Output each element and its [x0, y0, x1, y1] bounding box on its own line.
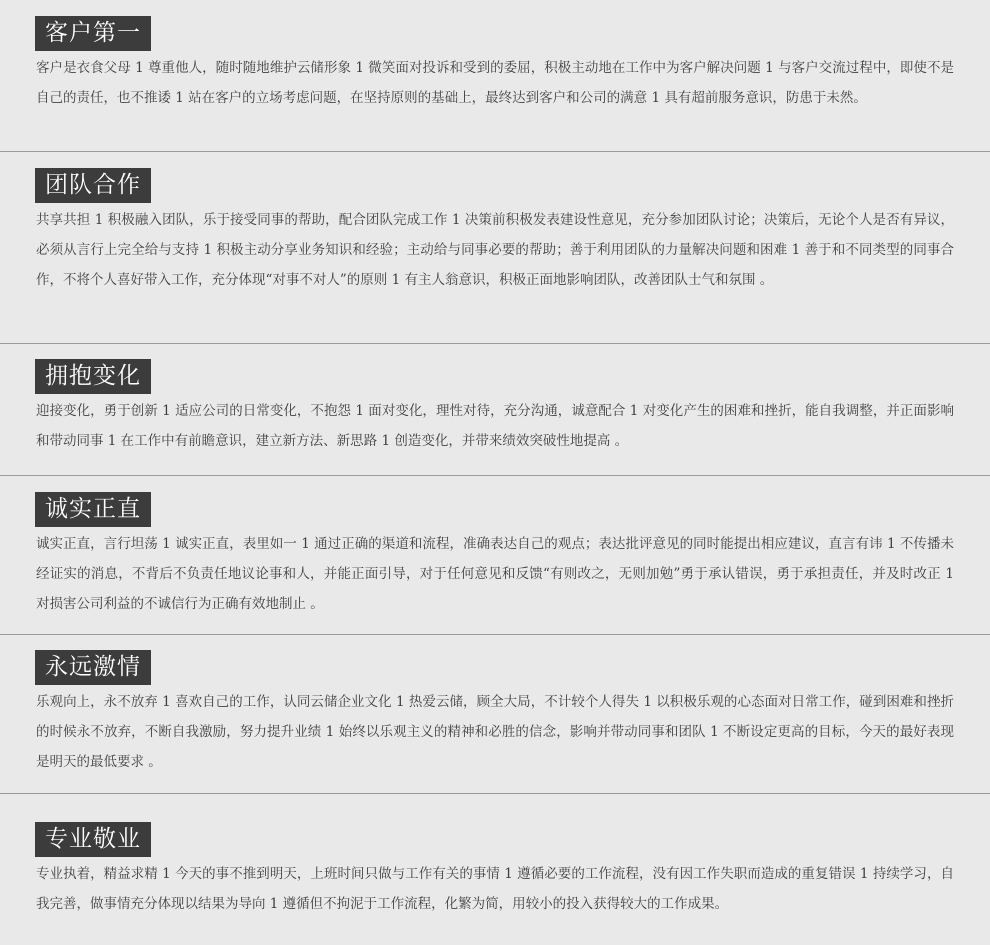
section-body-professionalism: 专业执着，精益求精 1 今天的事不推到明天，上班时间只做与工作有关的事情 1 遵循必要的工作流程，没有因工作失职而造成的重复错误 1 持续学习，自我完善，做事情充分体现以结果为导向 1 遵循但不拘泥于工作流程，化繁为简，用较小的投入获得较大的工作成果。	[36, 866, 954, 912]
section-divider	[0, 475, 990, 476]
section-divider	[0, 634, 990, 635]
section-body-embrace-change: 迎接变化，勇于创新 1 适应公司的日常变化，不抱怨 1 面对变化，理性对待，充分沟通，诚意配合 1 对变化产生的困难和挫折，能自我调整，并正面影响和带动同事 1 在工作中有前瞻意识，建立新方法、新思路 1 创造变化，并带来绩效突破性地提高 。	[36, 403, 954, 449]
section-title-professionalism: 专业敬业	[35, 822, 151, 857]
section-divider	[0, 151, 990, 152]
section-body-passion: 乐观向上，永不放弃 1 喜欢自己的工作，认同云储企业文化 1 热爱云储，顾全大局，不计较个人得失 1 以积极乐观的心态面对日常工作，碰到困难和挫折的时候永不放弃，不断自我激励，努力提升业绩 1 始终以乐观主义的精神和必胜的信念，影响并带动同事和团队 1 不断设定更高的目标，今天的最好表现是明天的最低要求 。	[36, 694, 954, 770]
section-title-passion: 永远激情	[35, 650, 151, 685]
section-title-integrity: 诚实正直	[35, 492, 151, 527]
section-body-customer-first: 客户是衣食父母 1 尊重他人，随时随地维护云储形象 1 微笑面对投诉和受到的委屈，积极主动地在工作中为客户解决问题 1 与客户交流过程中，即使不是自己的责任，也不推诿 1 站在客户的立场考虑问题，在坚持原则的基础上，最终达到客户和公司的满意 1 具有超前服务意识，防患于未然。	[36, 60, 954, 106]
section-title-embrace-change: 拥抱变化	[35, 359, 151, 394]
section-title-customer-first: 客户第一	[35, 16, 151, 51]
section-divider	[0, 343, 990, 344]
section-body-teamwork: 共享共担 1 积极融入团队，乐于接受同事的帮助，配合团队完成工作 1 决策前积极发表建设性意见，充分参加团队讨论；决策后，无论个人是否有异议，必须从言行上完全给与支持 1 积极主动分享业务知识和经验；主动给与同事必要的帮助；善于利用团队的力量解决问题和困难 1 善于和不同类型的同事合作，不将个人喜好带入工作，充分体现“对事不对人”的原则 1 有主人翁意识，积极正面地影响团队，改善团队士气和氛围 。	[36, 212, 954, 288]
section-title-teamwork: 团队合作	[35, 168, 151, 203]
section-body-integrity: 诚实正直，言行坦荡 1 诚实正直，表里如一 1 通过正确的渠道和流程，准确表达自己的观点；表达批评意见的同时能提出相应建议，直言有讳 1 不传播未经证实的消息，不背后不负责任地议论事和人，并能正面引导，对于任何意见和反馈“有则改之，无则加勉”勇于承认错误，勇于承担责任，并及时改正 1 对损害公司利益的不诚信行为正确有效地制止 。	[36, 536, 954, 612]
section-divider	[0, 793, 990, 794]
